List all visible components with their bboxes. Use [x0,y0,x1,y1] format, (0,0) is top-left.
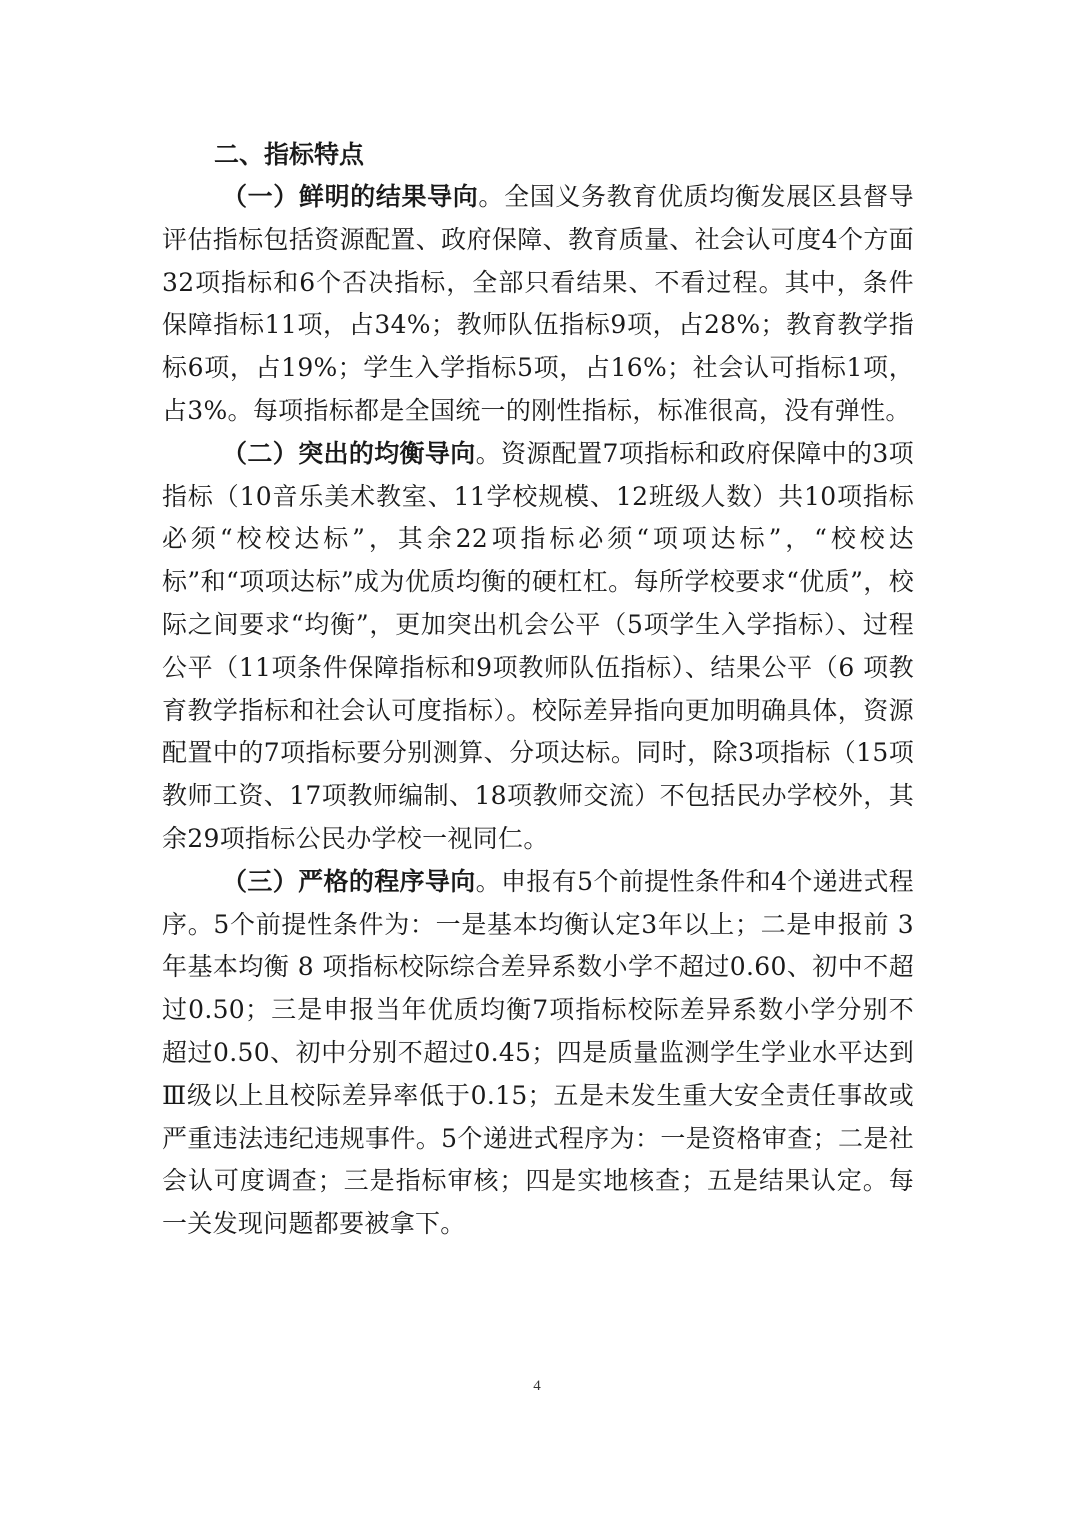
subsection-title-3: （三）严格的程序导向 [222,866,476,896]
page-number: 4 [533,1378,541,1394]
paragraph-1 [162,176,914,433]
paragraph-2-body: 。资源配置7项指标和政府保障中的3项指标（10音乐美术教室、11学校规模、12班级人数）共10项指标必须“校校达标”，其余22项指标必须“项项达标”，“校校达标”和“项项达标”成为优质均衡的硬杠杠。每所学校要求“优质”，校际之间要求“均衡”，更加突出机会公平（5项学生入学指标）、过程公平（11项条件保障指标和9项教师队伍指标）、结果公平（6 项教育教学指标和社会认可度指标）。校际差异指向更加明确具体，资源配置中的7项指标要分别测算、分项达标。同时，除3项指标（15项教师工资、17项教师编制、18项教师交流）不包括民办学校外，其余29项指标公民办学校一视同仁。 [162,438,914,853]
page-content [162,134,914,1246]
paragraph-1-body: 。全国义务教育优质均衡发展区县督导评估指标包括资源配置、政府保障、教育质量、社会认可度4个方面32项指标和6个否决指标，全部只看结果、不看过程。其中，条件保障指标11项，占34%；教师队伍指标9项，占28%；教育教学指标6项，占19%；学生入学指标5项，占16%；社会认可指标1项，占3%。每项指标都是全国统一的刚性指标，标准很高，没有弹性。 [162,182,914,425]
section-heading: 二、指标特点 [214,140,365,169]
paragraph-2 [162,433,914,861]
paragraph-3 [162,861,914,1246]
subsection-title-1: （一）鲜明的结果导向 [222,182,479,211]
paragraph-3-body: 。申报有5个前提性条件和4个递进式程序。5个前提性条件为：一是基本均衡认定3年以上；二是申报前 3 年基本均衡 8 项指标校际综合差异系数小学不超过0.60、初中不超过0.50；三是申报当年优质均衡7项指标校际差异系数小学分别不超过0.50、初中分别不超过0.45；四是质量监测学生学业水平达到Ⅲ级以上且校际差异率低于0.15；五是未发生重大安全责任事故或严重违法违纪违规事件。5个递进式程序为：一是资格审查；二是社会认可度调查；三是指标审核；四是实地核查；五是结果认定。每一关发现问题都要被拿下。 [162,866,914,1239]
subsection-title-2: （二）突出的均衡导向 [222,438,476,468]
